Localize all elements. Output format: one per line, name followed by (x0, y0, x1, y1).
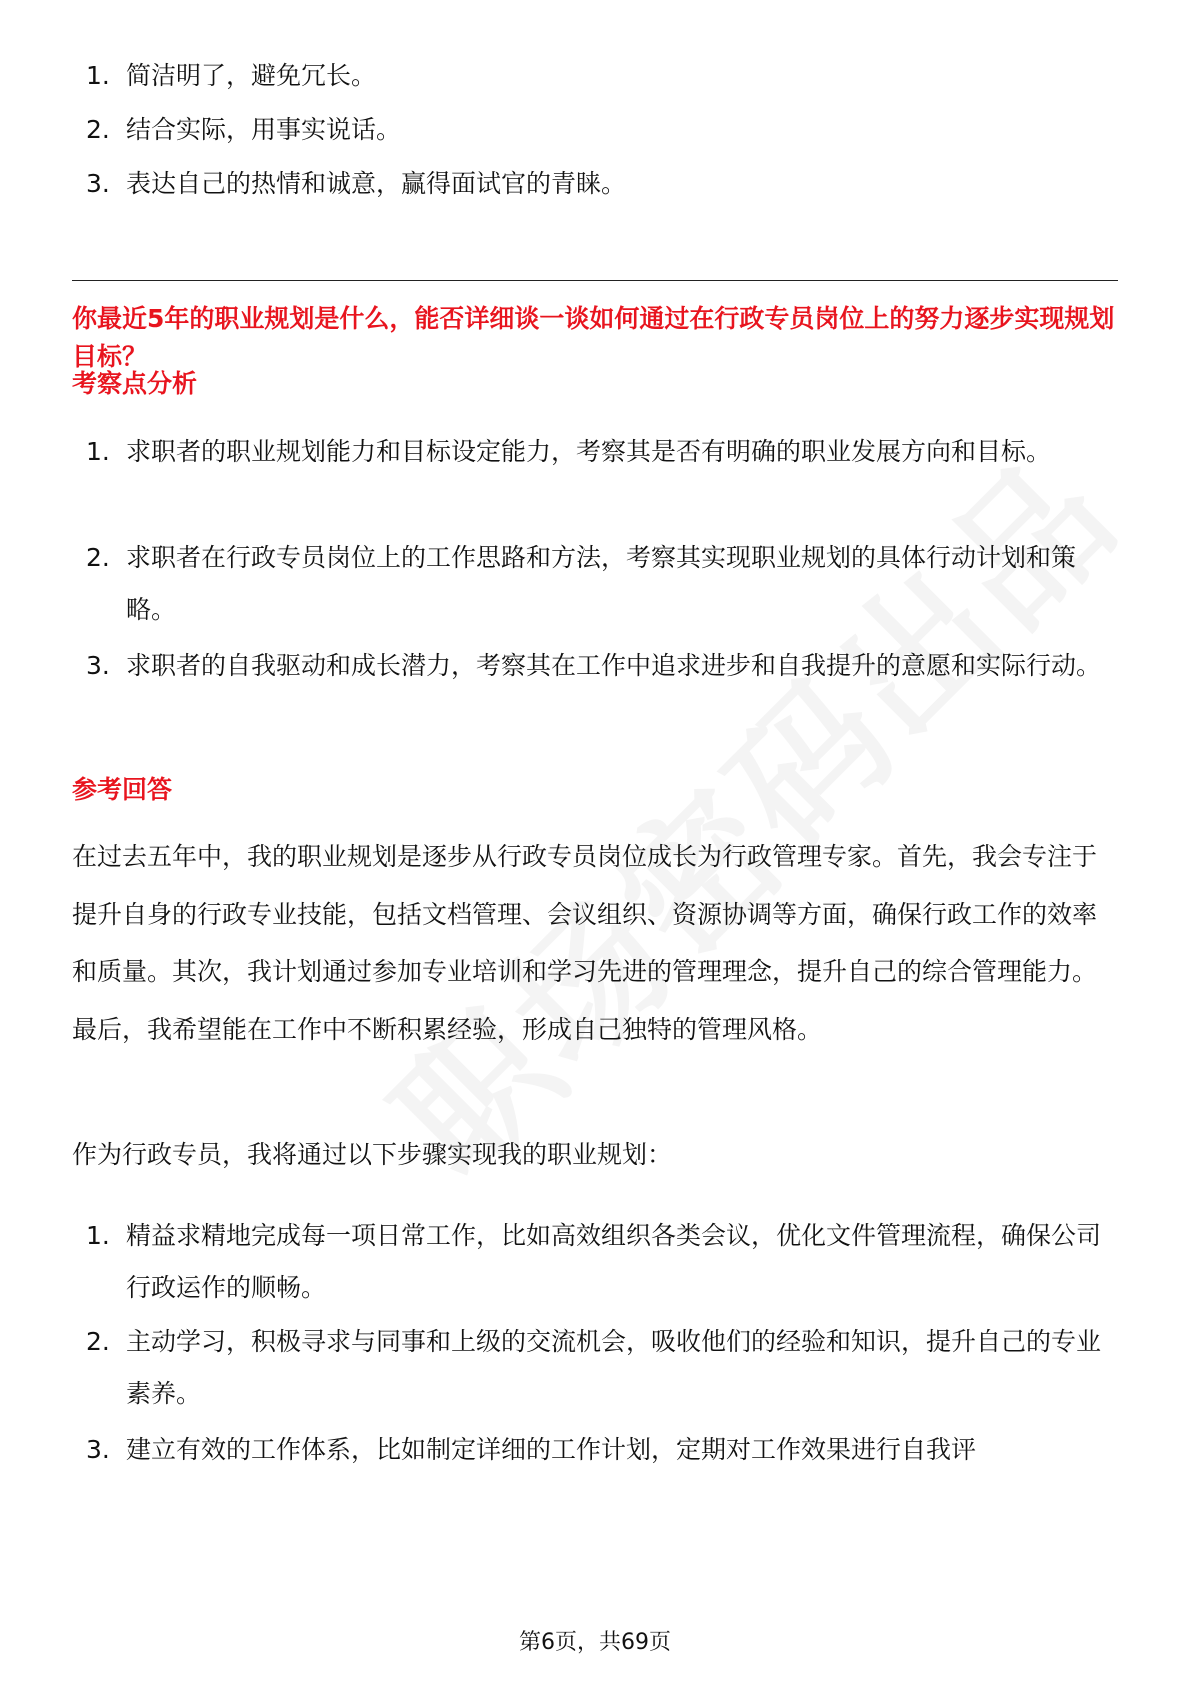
list-number: 3. (86, 169, 110, 198)
list-item-text: 求职者的自我驱动和成长潜力，考察其在工作中追求进步和自我提升的意愿和实际行动。 (126, 651, 1102, 680)
list-number: 1. (86, 61, 110, 90)
analysis-heading: 考察点分析 (72, 369, 198, 398)
list-number: 2. (86, 1327, 110, 1356)
list-number: 3. (86, 651, 110, 680)
list-item-text: 表达自己的热情和诚意，赢得面试官的青睐。 (126, 169, 627, 198)
list-item-text: 结合实际，用事实说话。 (126, 115, 402, 144)
list-item-text: 建立有效的工作体系，比如制定详细的工作计划，定期对工作效果进行自我评 (126, 1435, 977, 1464)
list-item-text: 简洁明了，避免冗长。 (126, 61, 377, 90)
list-item-text: 精益求精地完成每一项日常工作，比如高效组织各类会议，优化文件管理流程，确保公司行政运作的顺畅。 (126, 1221, 1102, 1302)
interview-question: 你最近5年的职业规划是什么，能否详细谈一谈如何通过在行政专员岗位上的努力逐步实现规划目标？ (72, 304, 1115, 371)
list-number: 1. (86, 437, 110, 466)
list-number: 2. (86, 115, 110, 144)
list-item-text: 求职者的职业规划能力和目标设定能力，考察其是否有明确的职业发展方向和目标。 (126, 437, 1052, 466)
answer-paragraph: 在过去五年中，我的职业规划是逐步从行政专员岗位成长为行政管理专家。首先，我会专注于提升自身的行政专业技能，包括文档管理、会议组织、资源协调等方面，确保行政工作的效率和质量。其次，我计划通过参加专业培训和学习先进的管理理念，提升自己的综合管理能力。最后，我希望能在工作中不断积累经验，形成自己独特的管理风格。 (72, 842, 1098, 1044)
list-item-text: 求职者在行政专员岗位上的工作思路和方法，考察其实现职业规划的具体行动计划和策略。 (126, 543, 1077, 624)
answer-heading: 参考回答 (72, 775, 173, 804)
page-number: 第6页，共69页 (519, 1630, 671, 1655)
list-number: 2. (86, 543, 110, 572)
section-divider (72, 280, 1118, 281)
list-item-text: 主动学习，积极寻求与同事和上级的交流机会，吸收他们的经验和知识，提升自己的专业素养。 (126, 1327, 1102, 1408)
watermark (341, 401, 1156, 1216)
list-number: 1. (86, 1221, 110, 1250)
answer-paragraph: 作为行政专员，我将通过以下步骤实现我的职业规划： (72, 1140, 673, 1169)
list-number: 3. (86, 1435, 110, 1464)
